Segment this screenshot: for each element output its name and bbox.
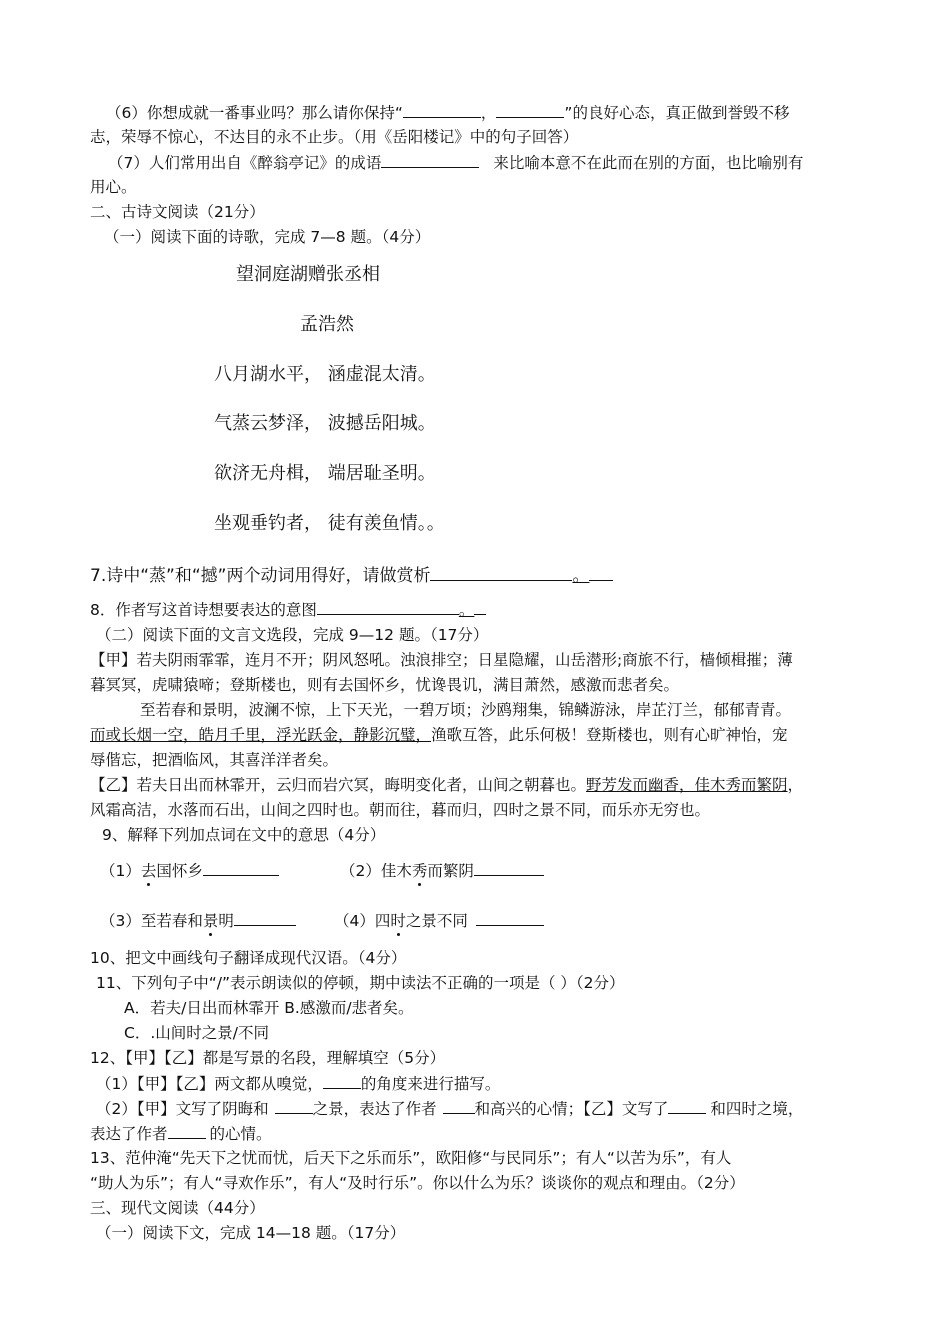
passage-jia-line: 暮冥冥，虎啸猿啼；登斯楼也，则有去国怀乡，忧谗畏讥，满目萧然，感激而悲者矣。 bbox=[90, 676, 680, 694]
q6-line-1: （6）你想成就一番事业吗？那么请你保持“ ， ”的良好心态，真正做到誉毁不移 bbox=[106, 101, 789, 124]
answer-blank[interactable] bbox=[668, 1097, 706, 1114]
question-9: 9、解释下列加点词在文中的意思（4分） bbox=[102, 826, 386, 844]
q12-item-2-cont: 表达了作者 的心情。 bbox=[90, 1122, 272, 1145]
passage-jia-line: 至若春和景明，波澜不惊，上下天光，一碧万顷；沙鸥翔集，锦鳞游泳，岸芷汀兰，郁郁青青。 bbox=[140, 701, 792, 719]
q11-option-c: C．.山间时之景/不同 bbox=[124, 1024, 269, 1042]
answer-blank[interactable] bbox=[474, 859, 544, 876]
answer-blank[interactable] bbox=[443, 1097, 475, 1114]
answer-blank[interactable] bbox=[203, 859, 279, 876]
passage-yi-line: 【乙】若夫日出而林霏开，云归而岩穴冥，晦明变化者，山间之朝暮也。野芳发而幽香，佳木秀而繁阴， bbox=[90, 776, 804, 794]
question-12: 12、【甲】【乙】都是写景的名段，理解填空（5分） bbox=[90, 1049, 446, 1067]
answer-blank[interactable] bbox=[476, 909, 544, 926]
q6-line-2: 志，荣辱不惊心，不达目的永不止步。（用《岳阳楼记》中的句子回答） bbox=[90, 128, 579, 146]
answer-blank[interactable] bbox=[317, 598, 459, 615]
question-8: 8．作者写这首诗想要表达的意图 。 bbox=[90, 598, 486, 621]
q9-item-4: （4）四时之景不同 bbox=[334, 909, 544, 932]
passage-jia-line: 辱偕忘，把酒临风，其喜洋洋者矣。 bbox=[90, 751, 339, 769]
answer-blank[interactable] bbox=[403, 101, 481, 118]
dotted-char: 去 bbox=[140, 862, 157, 880]
question-11: 11、下列句子中“/”表示朗读似的停顿，期中读法不正确的一项是（ ）（2分） bbox=[96, 974, 625, 992]
question-7: 7.诗中“蒸”和“撼”两个动词用得好，请做赏析 。 bbox=[90, 562, 613, 588]
q12-item-2: （2）【甲】文写了阴晦和 之景，表达了作者 和高兴的心情；【乙】文写了 和四时之境， bbox=[96, 1097, 803, 1120]
underlined-sentence: 野芳发而幽香，佳木秀而繁阴 bbox=[586, 776, 788, 794]
question-13-cont: “助人为乐”；有人“寻欢作乐”，有人“及时行乐”。你以什么为乐？谈谈你的观点和理由。（2分） bbox=[90, 1174, 745, 1192]
subsection-heading: （一）阅读下面的诗歌，完成 7—8 题。（4分） bbox=[104, 228, 431, 246]
poem-line: 坐观垂钓者， 徒有羡鱼情。。 bbox=[214, 513, 445, 534]
subsection-heading: （二）阅读下面的文言文选段，完成 9—12 题。（17分） bbox=[96, 626, 489, 644]
underlined-sentence: 而或长烟一空，皓月千里，浮光跃金，静影沉璧， bbox=[90, 726, 432, 744]
q7-fill-line-2: 用心。 bbox=[90, 178, 137, 196]
dotted-char: 时 bbox=[390, 912, 406, 930]
poem-author: 孟浩然 bbox=[300, 314, 354, 335]
section-heading: 二、古诗文阅读（21分） bbox=[90, 203, 265, 221]
passage-jia-line: 【甲】若夫阴雨霏霏，连月不开；阴风怒吼。浊浪排空；日星隐耀，山岳潜形;商旅不行，樯倾楫摧；薄 bbox=[90, 651, 793, 669]
dotted-char: 景 bbox=[202, 912, 219, 930]
q11-options-ab: A．若夫/日出而林霏开 B.感激而/悲者矣。 bbox=[124, 999, 414, 1017]
passage-yi-line: 风霜高洁，水落而石出，山间之四时也。朝而往，暮而归，四时之景不同，而乐亦无穷也。 bbox=[90, 801, 711, 819]
q9-item-1: （1）去国怀乡 bbox=[100, 859, 279, 882]
poem-line: 八月湖水平， 涵虚混太清。 bbox=[214, 364, 436, 385]
q6-text: （6）你想成就一番事业吗？那么请你保持“ bbox=[106, 104, 403, 122]
dotted-char: 秀 bbox=[411, 862, 428, 880]
passage-jia-line: 而或长烟一空，皓月千里，浮光跃金，静影沉璧，渔歌互答，此乐何极！登斯楼也，则有心旷神怡，宠 bbox=[90, 726, 788, 744]
answer-blank[interactable] bbox=[275, 1097, 313, 1114]
answer-blank[interactable] bbox=[381, 151, 479, 168]
q9-item-2: （2）佳木秀而繁阴 bbox=[340, 859, 544, 882]
q12-item-1: （1）【甲】【乙】两文都从嗅觉， 的角度来进行描写。 bbox=[96, 1072, 500, 1095]
subsection-heading: （一）阅读下文，完成 14—18 题。（17分） bbox=[96, 1224, 406, 1242]
question-10: 10、把文中画线句子翻译成现代汉语。（4分） bbox=[90, 949, 407, 967]
question-13: 13、范仲淹“先天下之忧而忧，后天下之乐而乐”，欧阳修“与民同乐”；有人“以苦为乐”，有人 bbox=[90, 1149, 732, 1167]
section-heading: 三、现代文阅读（44分） bbox=[90, 1199, 265, 1217]
answer-blank[interactable] bbox=[430, 562, 572, 581]
poem-line: 欲济无舟楫， 端居耻圣明。 bbox=[214, 463, 436, 484]
poem-line: 气蒸云梦泽， 波撼岳阳城。 bbox=[214, 413, 436, 434]
poem-title: 望洞庭湖赠张丞相 bbox=[236, 264, 380, 285]
answer-blank[interactable] bbox=[234, 909, 296, 926]
answer-blank[interactable] bbox=[496, 101, 564, 118]
q7-fill-line-1: （7）人们常用出自《醉翁亭记》的成语 来比喻本意不在此而在别的方面，也比喻别有 bbox=[108, 151, 803, 174]
answer-blank[interactable] bbox=[323, 1072, 361, 1089]
answer-blank[interactable] bbox=[168, 1122, 206, 1139]
q9-item-3: （3）至若春和景明 bbox=[100, 909, 296, 932]
